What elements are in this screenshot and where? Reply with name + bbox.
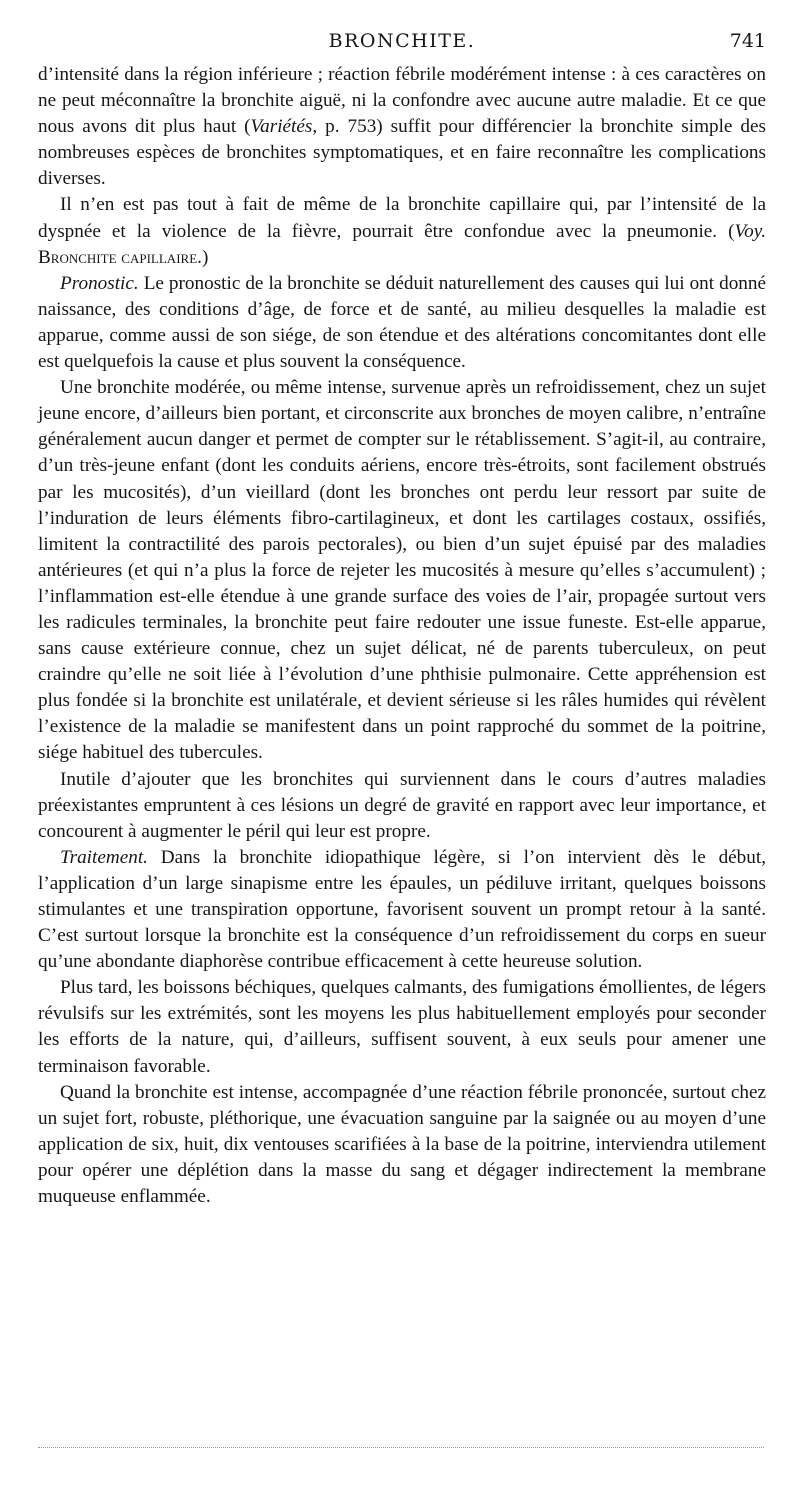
paragraph-8: Quand la bronchite est intense, accompagnée d’une réaction fébrile prononcée, surtout chez un sujet fort, robuste, pléthorique, une évacuation sanguine par la saignée ou au moyen d’une application de six, huit, dix ventouses scarifiées à la base de la poitrine, interviendra utilement pour opérer une déplétion dans la masse du sang et dégager indirectement la membrane muqueuse enflammée.: [38, 1081, 766, 1208]
paragraph-4: Une bronchite modérée, ou même intense, survenue après un refroidissement, chez un sujet jeune encore, d’ailleurs bien portant, et circonscrite aux bronches de moyen calibre, n’entraîne généralement aucun danger et permet de compter sur le rétablissement. S’agit-il, au contraire, d’un très-jeune enfant (dont les conduits aériens, encore très-étroits, sont facilement obstrués par les mucosités), d’un vieillard (dont les bronches ont perdu leur ressort par suite de l’induration de leurs éléments fibro-cartilagineux, et dont les cartilages costaux, ossifiés, limitent la contractilité des parois pectorales), ou bien d’un sujet épuisé par des maladies antérieures (et qui n’a plus la force de rejeter les mucosités à mesure qu’elles s’accumulent) ; l’inflammation est-elle étendue à une grande surface des voies de l’air, propagée surtout vers les radicules terminales, la bronchite peut faire redouter une issue funeste. Est-elle apparue, sans cause extérieure connue, chez un sujet délicat, né de parents tuberculeux, on peut craindre qu’elle ne soit liée à l’évolution d’une phthisie pulmonaire. Cette appréhension est plus fondée si la bronchite est unilatérale, et devient sérieuse si les râles humides qui révèlent l’existence de la maladie se manifestent dans un point rapproché du sommet de la poitrine, siége habituel des tubercules.: [38, 377, 766, 764]
paragraph-2-text-b: .): [197, 246, 209, 268]
running-title: BRONCHITE.: [328, 30, 476, 52]
paragraph-pronostic: [38, 271, 766, 375]
page-header: [38, 30, 766, 56]
body-text: [38, 62, 766, 1210]
voy-reference: Voy.: [734, 220, 766, 242]
section-heading-traitement: Traitement.: [60, 846, 148, 868]
paragraph-7: Plus tard, les boissons béchiques, quelques calmants, des fumigations émollientes, de légers révulsifs sur les extrémités, sont les moyens les plus habituellement employés pour seconder les efforts de la nature, qui, d’ailleurs, suffisent souvent, à eux seuls pour amener une terminaison favorable.: [38, 977, 766, 1077]
varietes-reference: Variétés: [250, 116, 313, 138]
paragraph-traitement: [38, 845, 766, 975]
paragraph-1-text-b: , p. 753) suffit pour différencier la bronchite simple des nombreuses espèces de bronchites symptomatiques, et en faire reconnaître les complications diverses.: [38, 116, 766, 190]
section-heading-pronostic: Pronostic.: [60, 272, 139, 294]
cross-reference-smallcaps: Bronchite capillaire: [38, 246, 198, 268]
traitement-text: Dans la bronchite idiopathique légère, si l’on intervient dès le début, l’application d’un large sinapisme entre les épaules, un pédiluve irritant, quelques boissons stimulantes et une transpiration opportune, favorisent souvent un prompt retour à la santé. C’est surtout lorsque la bronchite est la conséquence d’un refroidissement du corps en sueur qu’une abondante diaphorèse contribue efficacement à cette heureuse solution.: [38, 846, 766, 973]
paragraph-1: [38, 62, 766, 192]
pronostic-text: Le pronostic de la bronchite se déduit naturellement des causes qui lui ont donné naissance, des conditions d’âge, de force et de santé, au milieu desquelles la maladie est apparue, comme aussi de son siége, de son étendue et des altérations concomitantes dont elle est quelquefois la cause et plus souvent la conséquence.: [38, 272, 766, 373]
paragraph-2-text-a: Il n’en est pas tout à fait de même de la bronchite capillaire qui, par l’intensité de la dyspnée et la violence de la fièvre, pourrait être confondue avec la pneumonie. (: [38, 194, 766, 242]
paragraph-1-text-a: d’intensité dans la région inférieure ; réaction fébrile modérément intense : à ces caractères on ne peut méconnaître la bronchite aiguë, ni la confondre avec aucune autre maladie. Et ce que nous avons dit plus haut (: [38, 64, 766, 138]
paragraph-2: [38, 192, 766, 270]
paragraph-5: Inutile d’ajouter que les bronchites qui surviennent dans le cours d’autres maladies préexistantes empruntent à ces lésions un degré de gravité en rapport avec leur importance, et concourent à augmenter le péril qui leur est propre.: [38, 768, 766, 842]
footer-dotted-rule: [38, 1447, 764, 1448]
page-number: 741: [729, 30, 766, 52]
